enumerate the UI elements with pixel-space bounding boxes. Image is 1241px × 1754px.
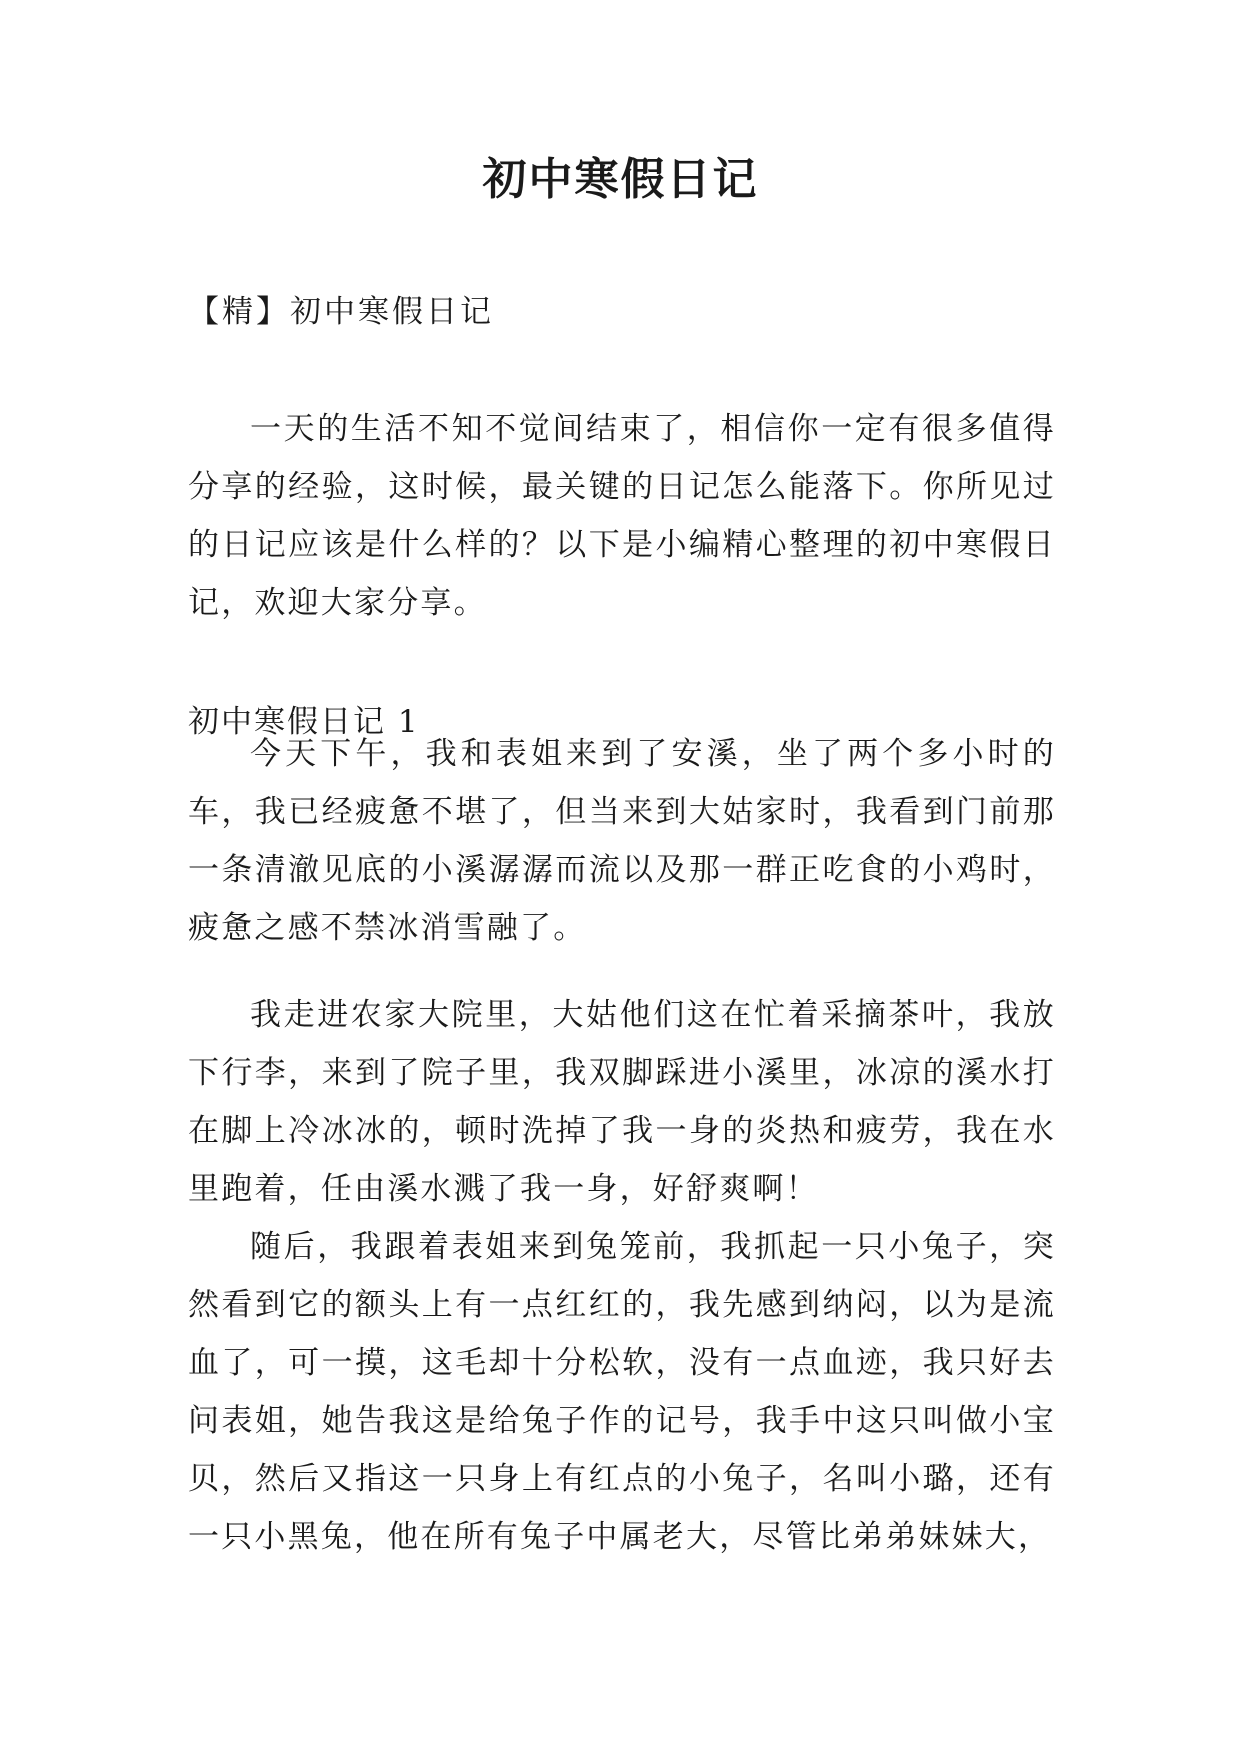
section-heading: 初中寒假日记 1 bbox=[188, 704, 420, 740]
body-paragraph: 今天下午，我和表姐来到了安溪，坐了两个多小时的车，我已经疲惫不堪了，但当来到大姑家时，我看到门前那一条清澈见底的小溪潺潺而流以及那一群正吃食的小鸡时，疲惫之感不禁冰消雪融了。 bbox=[188, 736, 1056, 946]
document-title: 初中寒假日记 bbox=[482, 154, 759, 205]
intro-paragraph: 一天的生活不知不觉间结束了，相信你一定有很多值得分享的经验，这时候，最关键的日记怎么能落下。你所见过的日记应该是什么样的？以下是小编精心整理的初中寒假日记，欢迎大家分享。 bbox=[188, 411, 1056, 621]
body-paragraph: 随后，我跟着表姐来到兔笼前，我抓起一只小兔子，突然看到它的额头上有一点红红的，我先感到纳闷，以为是流血了，可一摸，这毛却十分松软，没有一点血迹，我只好去问表姐，她告我这是给兔子作的记号，我手中这只叫做小宝贝，然后又指这一只身上有红点的小兔子，名叫小璐，还有一只小黑兔，他在所有兔子中属老大，尽管比弟弟妹妹大， bbox=[188, 1229, 1056, 1555]
body-paragraph: 我走进农家大院里，大姑他们这在忙着采摘茶叶，我放下行李，来到了院子里，我双脚踩进小溪里，冰凉的溪水打在脚上冷冰冰的，顿时洗掉了我一身的炎热和疲劳，我在水里跑着，任由溪水溅了我一身，好舒爽啊！ bbox=[188, 997, 1056, 1207]
document-subtitle: 【精】初中寒假日记 bbox=[188, 294, 494, 330]
